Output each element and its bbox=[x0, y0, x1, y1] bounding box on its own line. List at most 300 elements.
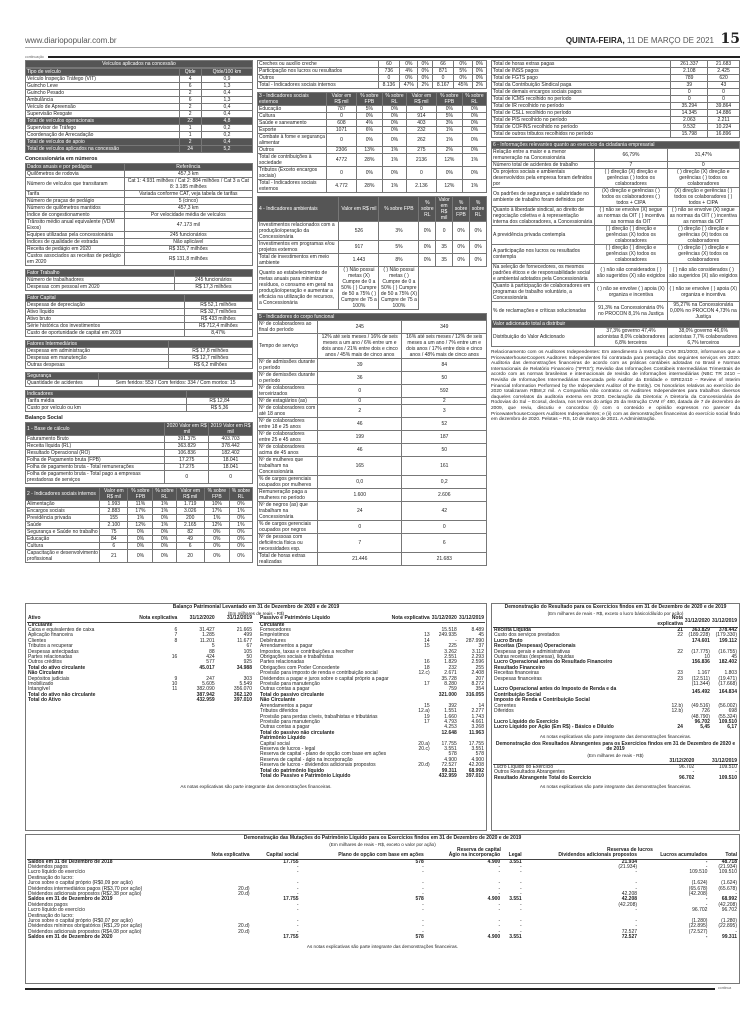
table-cell: 2 bbox=[402, 398, 487, 405]
table-cell: Folha de Pagamento bruta (FPB) bbox=[26, 457, 165, 464]
table-cell: Total de veículos aplicados na concessão bbox=[26, 146, 180, 153]
table-cell: Nº de colaboradores entre 18 e 25 anos bbox=[258, 418, 318, 431]
table-cell: Despesas em administração bbox=[26, 348, 169, 355]
table-cell: 20.d) bbox=[238, 891, 250, 898]
table-cell: 18 bbox=[424, 664, 430, 671]
table-cell: 0,2 bbox=[402, 476, 487, 489]
table-cell: 22 bbox=[677, 632, 683, 639]
table-cell: 4.793 bbox=[444, 718, 457, 725]
table-cell: Quilômetros de rodovia bbox=[26, 171, 125, 178]
table-cell: 0% bbox=[400, 61, 418, 68]
table-cell: - bbox=[735, 769, 737, 776]
table-cell: 11.201 bbox=[199, 637, 215, 644]
table-cell: 255 bbox=[475, 664, 484, 671]
table-row bbox=[492, 82, 740, 89]
table-cell: Variada conforme CAT, veja tabela de tarifas bbox=[124, 191, 252, 198]
data-table bbox=[25, 340, 253, 369]
table-cell: 0,4 bbox=[201, 104, 252, 111]
table-cell: Total do Ativo bbox=[28, 697, 61, 704]
table-row bbox=[26, 198, 253, 205]
table-cell: Lucro Bruto bbox=[494, 637, 523, 644]
table-cell: Lucro líquido do exercício bbox=[28, 907, 85, 914]
table-cell: 145.492 bbox=[691, 689, 710, 696]
table-cell: 39 bbox=[671, 82, 708, 89]
table-cell: 1% bbox=[462, 154, 486, 167]
table-row bbox=[27, 698, 253, 703]
table-cell: 0% bbox=[470, 222, 487, 241]
table-cell: 2136 bbox=[407, 154, 437, 167]
table-cell: 31/12/2020 bbox=[653, 759, 696, 765]
table-cell: 0% bbox=[462, 167, 486, 180]
table-row bbox=[258, 534, 487, 553]
continuation-label: continuação bbox=[25, 55, 44, 59]
table-cell: 174.601 bbox=[691, 637, 710, 644]
table-cell: 0,2 bbox=[201, 125, 252, 132]
table-cell: Tipo de veículo bbox=[26, 69, 180, 76]
table-cell: Nº de colaboradores terceirizados bbox=[258, 385, 318, 398]
table-cell: Capital social bbox=[251, 853, 300, 859]
table-cell: ( ) não são considerados ( ) são sugeridos (X) são exigidos bbox=[595, 264, 667, 283]
table-row bbox=[27, 935, 738, 940]
table-cell: 9 bbox=[174, 675, 178, 682]
table-cell: 403.703 bbox=[209, 436, 253, 443]
table-cell: 12% bbox=[204, 522, 229, 529]
table-cell: 917 bbox=[339, 241, 379, 254]
table-cell: Indicadores bbox=[26, 391, 187, 398]
table-cell: - bbox=[296, 864, 299, 870]
table-cell: 5% bbox=[436, 113, 462, 120]
table-header-row bbox=[26, 341, 253, 348]
table-cell: 6% bbox=[356, 127, 382, 134]
table-cell: 0 bbox=[317, 521, 402, 534]
table-cell: ( ) direção (X) direção e gerências ( ) todos os colaboradores bbox=[595, 169, 667, 188]
table-cell: 925 bbox=[243, 659, 252, 666]
table-cell: 16.896 bbox=[708, 131, 740, 138]
table-cell: 0 bbox=[327, 134, 357, 147]
table-cell: 577 bbox=[206, 659, 215, 666]
table-header-row bbox=[258, 93, 487, 106]
table-cell: % sobre FPB bbox=[356, 93, 382, 106]
table-cell: Arrendamentos a pagar bbox=[260, 702, 313, 709]
table-cell: Valor em R$ mil bbox=[100, 488, 128, 501]
table-cell: 47.173 mil bbox=[124, 219, 252, 232]
table-cell: - bbox=[520, 864, 522, 870]
table-cell: R$ 12,84 bbox=[187, 398, 253, 405]
table-cell: Saúde bbox=[26, 522, 100, 529]
table-cell: 7 bbox=[174, 632, 178, 639]
table-cell: - bbox=[296, 918, 299, 925]
table-cell: ( ) direção ( ) direção e gerências (X) todos os colaboradores bbox=[667, 226, 739, 245]
dmpl-subtitle: (Em milhares de reais - R$, exceto o valor por ação) bbox=[329, 841, 436, 847]
table-row bbox=[258, 120, 487, 127]
table-cell: R$ 315,7 milhões bbox=[124, 246, 252, 253]
table-row bbox=[258, 405, 487, 418]
table-cell: 578 bbox=[415, 934, 424, 941]
table-row bbox=[492, 61, 740, 68]
table-cell: 3% bbox=[379, 222, 419, 241]
table-cell: Imposto de Renda e Contribuição Social bbox=[494, 697, 590, 704]
table-cell: Total - Indicadores sociais internos bbox=[258, 82, 379, 89]
table-cell: 95,27% na Concessionária 0,00% no PROCON 4,73% na Justiça bbox=[667, 302, 739, 321]
table-cell: 15.518 bbox=[441, 627, 457, 633]
table-cell: Ativo bruto bbox=[26, 316, 185, 323]
table-cell: 6 bbox=[179, 97, 201, 104]
table-cell: Cultura bbox=[258, 113, 327, 120]
site-url: www.diariopopular.com.br bbox=[25, 36, 117, 45]
dra-note: As notas explicativas são parte integrante das demonstrações financeiras. bbox=[539, 784, 692, 790]
table-cell: % sobre FPB bbox=[379, 197, 419, 222]
table-cell: Custo dos serviços prestados bbox=[494, 632, 560, 639]
table-cell: 37,3% governo 47,4% acionistas 8,0% colaboradores 6,8% terceiros bbox=[595, 328, 667, 347]
table-cell: - bbox=[296, 923, 299, 930]
table-cell: 4.900 bbox=[444, 756, 457, 763]
table-cell: - bbox=[705, 901, 708, 908]
bottom-rule bbox=[25, 988, 715, 990]
table-row bbox=[492, 110, 740, 117]
table-cell: 0% bbox=[153, 550, 176, 563]
table-cell: 17.755 bbox=[283, 934, 299, 941]
table-row bbox=[258, 241, 487, 254]
table-row bbox=[492, 226, 740, 245]
table-cell: Tarifa bbox=[26, 191, 125, 198]
table-cell: R$ 6,2 milhões bbox=[168, 362, 252, 369]
table-cell: Valor em R$ mil bbox=[176, 488, 204, 501]
table-cell: Dividendos adicionais propostos bbox=[523, 853, 638, 859]
table-cell: Total - Indicadores sociais externos bbox=[258, 180, 327, 193]
data-table bbox=[27, 853, 738, 941]
table-cell: Outras contas a pagar bbox=[260, 686, 310, 693]
table-cell: Despesas de depreciação bbox=[26, 302, 185, 309]
table-cell: Provisão para imposto de renda e contribuição social bbox=[260, 670, 378, 677]
table-cell: Valor em R$ mil bbox=[407, 93, 437, 106]
table-cell: 356.070 bbox=[233, 686, 252, 693]
table-cell: 1.719 bbox=[176, 501, 204, 508]
table-cell: Aplicação financeira bbox=[28, 632, 73, 639]
table-cell: 72.527 bbox=[441, 762, 457, 769]
table-cell: Nº de mulheres que trabalham na Concessionária bbox=[258, 457, 318, 476]
table-cell: - bbox=[422, 869, 424, 876]
table-cell: - bbox=[635, 918, 638, 925]
continues-label: continua bbox=[718, 986, 732, 990]
table-cell: 0,4 bbox=[201, 90, 252, 97]
table-row bbox=[258, 82, 487, 89]
table-header-row bbox=[26, 146, 253, 153]
table-cell: Saldos em 31 de Dezembro de 2018 bbox=[28, 858, 113, 865]
table-cell: (16.755) bbox=[718, 648, 737, 655]
table-cell: 620 bbox=[708, 75, 740, 82]
table-cell: (21.934) bbox=[618, 864, 638, 870]
date-text: 11 DE MARÇO DE 2021 bbox=[624, 36, 714, 45]
table-cell: Veículo Inspeção Tráfego (VIT) bbox=[26, 76, 180, 83]
table-cell: 232 bbox=[407, 127, 437, 134]
table-cell: 247 bbox=[206, 675, 215, 682]
table-cell: - bbox=[455, 637, 457, 644]
table-cell: Quantidade de acidentes bbox=[26, 380, 99, 387]
table-cell: 12.b) bbox=[671, 702, 683, 709]
table-cell: - bbox=[296, 885, 299, 892]
table-cell: % sobre FPB bbox=[436, 93, 462, 106]
table-cell: Esporte bbox=[258, 127, 327, 134]
table-cell: (179.330) bbox=[715, 632, 737, 639]
table-cell: 21.934 bbox=[621, 858, 638, 865]
table-cell: Total do ativo não circulante bbox=[28, 691, 96, 698]
table-cell: - bbox=[520, 880, 522, 887]
table-cell: 2.165 bbox=[176, 522, 204, 529]
table-cell: Obrigações com Poder Concedente bbox=[260, 664, 340, 671]
table-cell: 3 - Indicadores sociais externos bbox=[258, 93, 327, 106]
table-cell: 2% bbox=[472, 82, 486, 89]
table-cell: 0% bbox=[204, 543, 229, 550]
table-row bbox=[26, 450, 253, 457]
table-cell bbox=[168, 341, 252, 348]
table-cell: 4,8 bbox=[201, 118, 252, 125]
table-cell: Plano de opção com base em ações bbox=[300, 853, 425, 859]
table-cell: 1% bbox=[382, 154, 406, 167]
table-header-row bbox=[258, 197, 487, 222]
table-cell: A previdência privada contempla bbox=[492, 226, 595, 245]
table-cell: Total de FGTS pago bbox=[492, 75, 671, 82]
table-cell: 72.527 bbox=[621, 934, 638, 941]
table-cell: 0 bbox=[317, 385, 402, 398]
table-cell: Número de quilômetros mantidos bbox=[26, 205, 125, 212]
table-cell: 262 bbox=[407, 134, 437, 147]
table-row bbox=[26, 355, 253, 362]
table-cell: Saldos em 31 de Dezembro de 2019 bbox=[28, 896, 113, 903]
table-cell: 432.959 bbox=[438, 772, 457, 779]
table-cell: 2.671 bbox=[444, 670, 457, 677]
table-cell: 17.755 bbox=[468, 740, 484, 747]
table-row bbox=[26, 232, 253, 239]
table-cell: Despesas em manutenção bbox=[26, 355, 169, 362]
table-cell: 4.253 bbox=[444, 724, 457, 731]
table-row bbox=[26, 316, 253, 323]
table-row bbox=[26, 97, 253, 104]
table-row bbox=[26, 323, 253, 330]
table-cell: Alimentação bbox=[26, 501, 100, 508]
dre-title: Demonstração do Resultado para os Exercícios findos em 31 de Dezembro de 2020 e de 2019 bbox=[504, 604, 727, 610]
table-cell: 0% bbox=[382, 113, 406, 120]
table-row bbox=[26, 191, 253, 198]
table-cell: 21 bbox=[677, 627, 683, 633]
table-cell: Referência bbox=[124, 164, 252, 171]
table-cell: - bbox=[498, 901, 501, 908]
table-header-row bbox=[26, 118, 253, 125]
table-cell: 39 bbox=[317, 359, 402, 372]
table-cell: 155 bbox=[100, 515, 128, 522]
table-cell: 20.a) bbox=[418, 740, 430, 747]
table-cell: (189.228) bbox=[688, 632, 710, 639]
table-cell: Número de trabalhadores bbox=[26, 277, 175, 284]
table-cell: Participação nos lucros ou resultados bbox=[258, 68, 379, 75]
table-header-row bbox=[26, 373, 253, 380]
table-row bbox=[26, 536, 253, 543]
table-cell: 105 bbox=[243, 648, 252, 655]
table-cell: 182.402 bbox=[209, 450, 253, 457]
table-cell: 17% bbox=[128, 508, 153, 515]
table-cell: Número total de acidentes de trabalho bbox=[492, 162, 595, 169]
table-cell: - bbox=[520, 907, 522, 914]
table-cell: 0% bbox=[462, 127, 486, 134]
table-row bbox=[492, 68, 740, 75]
table-cell: 4.772 bbox=[327, 180, 357, 193]
table-cell: 37 bbox=[478, 643, 484, 650]
table-row bbox=[26, 508, 253, 515]
table-cell: 0% bbox=[229, 529, 252, 536]
table-row bbox=[492, 264, 740, 283]
table-cell: 0% bbox=[462, 113, 486, 120]
table-cell: 245 bbox=[317, 321, 402, 334]
table-cell: 0 bbox=[432, 75, 454, 82]
table-row bbox=[26, 212, 253, 219]
table-row bbox=[492, 207, 740, 226]
table-cell: - bbox=[520, 891, 522, 898]
table-cell: ( ) direção (X) direção e gerências ( ) todos os colaboradores bbox=[667, 169, 739, 188]
table-row bbox=[492, 162, 740, 169]
table-row bbox=[258, 502, 487, 521]
table-cell: 0% bbox=[229, 536, 252, 543]
table-cell: 75 bbox=[100, 529, 128, 536]
table-cell: 17.755 bbox=[283, 896, 299, 903]
table-row bbox=[259, 774, 485, 779]
table-cell: 35.294 bbox=[671, 103, 708, 110]
table-row bbox=[493, 725, 738, 730]
table-cell: 109.510 bbox=[718, 763, 737, 770]
table-cell: 1% bbox=[436, 134, 462, 147]
table-cell: 0% bbox=[128, 550, 153, 563]
table-cell: 0% bbox=[382, 106, 406, 113]
data-table bbox=[25, 390, 253, 412]
table-cell: 397.010 bbox=[233, 697, 252, 704]
table-cell: 2.136 bbox=[407, 180, 437, 193]
table-cell: Legal bbox=[501, 853, 523, 859]
table-cell: 349 bbox=[402, 321, 487, 334]
table-cell: 11% bbox=[128, 501, 153, 508]
table-cell: Guincho Pesado bbox=[26, 90, 180, 97]
table-cell: 0% bbox=[419, 241, 436, 254]
table-cell: Não Circulante bbox=[260, 697, 296, 704]
table-row bbox=[492, 188, 740, 207]
table-cell: 16 bbox=[424, 659, 430, 666]
table-cell: 199 bbox=[317, 431, 402, 444]
table-cell: Receita de pedágio em 2020 bbox=[26, 246, 125, 253]
table-cell: ( ) Não possui metas (X) Cumpre de 0 a 50% ( ) Cumpre de 50 a 75% ( ) Cumpre de 75 a 100% bbox=[339, 267, 379, 310]
table-row bbox=[26, 348, 253, 355]
table-cell: 0,4 bbox=[201, 111, 252, 118]
data-table bbox=[257, 196, 487, 310]
table-cell: 0% bbox=[356, 113, 382, 120]
table-cell: Imobilizado bbox=[28, 681, 54, 688]
table-row bbox=[258, 457, 487, 476]
column-1 bbox=[25, 60, 253, 566]
table-cell: 22 bbox=[677, 648, 683, 655]
table-cell: Destinação do lucro: bbox=[28, 874, 74, 881]
table-cell: 0% bbox=[229, 515, 252, 522]
table-cell: Nota explicativa bbox=[646, 616, 684, 627]
table-cell: 225 bbox=[448, 643, 457, 650]
table-cell: Dividendos mínimos obrigatórios (R$1,29 por ação) bbox=[28, 923, 143, 930]
table-cell: 0 bbox=[402, 521, 487, 534]
table-row bbox=[258, 134, 487, 147]
table-cell: Dividendos adicionais propostos (R$4,08 por ação) bbox=[28, 928, 142, 935]
table-cell: Outras despesas bbox=[26, 362, 169, 369]
table-cell: 0% bbox=[229, 543, 252, 550]
table-header-row bbox=[492, 142, 740, 149]
table-cell: Reserva de lucros - dividendos adicionais propostos bbox=[260, 762, 376, 769]
table-cell: % sobre RL bbox=[153, 488, 176, 501]
table-row bbox=[258, 359, 487, 372]
table-cell: 1% bbox=[462, 180, 486, 193]
table-cell: 0 bbox=[209, 471, 253, 484]
section-title: Balanço Social bbox=[25, 415, 63, 421]
table-row bbox=[26, 277, 253, 284]
table-cell: 99.311 bbox=[441, 767, 457, 774]
table-cell: 397.010 bbox=[465, 772, 484, 779]
table-cell: Nº de colaboradores com até 18 anos bbox=[258, 405, 318, 418]
table-cell: Obrigações sociais e trabalhistas bbox=[260, 654, 334, 661]
table-cell: 17.755 bbox=[283, 858, 299, 865]
dre-subtitle: (Em milhares de reais - R$, exceto o lucro básico/diluído por ação) bbox=[547, 610, 684, 616]
table-cell: Reserva de capital - plano de opção com base em ações bbox=[260, 751, 387, 758]
table-cell: 2.211 bbox=[708, 117, 740, 124]
table-row bbox=[258, 113, 487, 120]
table-cell: Investimentos relacionados com a produção/operação da Concessionária bbox=[258, 222, 339, 241]
table-cell: 2.883 bbox=[100, 508, 128, 515]
table-cell: 1% bbox=[436, 127, 462, 134]
table-cell: 0% bbox=[436, 167, 462, 180]
table-cell: 35.728 bbox=[441, 675, 457, 682]
table-cell: 0% bbox=[470, 254, 487, 267]
table-cell: Supervisor de Tráfego bbox=[26, 125, 180, 132]
table-cell: 23 bbox=[677, 670, 683, 677]
table-cell: Resultado Financeiro bbox=[494, 664, 545, 671]
table-cell: 21.683 bbox=[708, 61, 740, 68]
table-header-row bbox=[26, 295, 253, 302]
table-cell: 1.600 bbox=[317, 489, 402, 502]
weekday: QUINTA-FEIRA, bbox=[565, 36, 625, 45]
table-cell: Nº de negros (as) que trabalham na Concessionária bbox=[258, 502, 318, 521]
table-cell: 1.551 bbox=[444, 708, 457, 715]
table-cell: 14.886 bbox=[708, 110, 740, 117]
table-cell: 67 bbox=[246, 643, 252, 650]
table-cell bbox=[646, 687, 684, 698]
table-cell: Qtde bbox=[179, 69, 201, 76]
table-cell: 0% bbox=[470, 241, 487, 254]
table-cell: 161 bbox=[402, 457, 487, 476]
table-cell: Debêntures bbox=[260, 637, 286, 644]
table-cell: 403 bbox=[407, 120, 437, 127]
table-cell: 432.959 bbox=[196, 697, 215, 704]
table-cell: Fator Capital bbox=[26, 295, 185, 302]
table-cell: Cat 1: 4.931 milhões / Cat 2: 884 milhões / Cat 3 a Cat 8: 3.185 milhões bbox=[124, 178, 252, 191]
table-cell: 0% bbox=[128, 529, 153, 536]
table-cell: 1% bbox=[153, 508, 176, 515]
table-row bbox=[492, 328, 740, 347]
table-cell: 245 funcionários bbox=[124, 232, 252, 239]
table-cell: 42.208 bbox=[468, 762, 484, 769]
table-cell: % sobre FPB bbox=[128, 488, 153, 501]
table-cell: 4.900 bbox=[487, 934, 501, 941]
table-cell: 0 bbox=[671, 89, 708, 96]
table-cell: Lucro Líquido do Exercício bbox=[494, 718, 559, 725]
table-cell: 0% bbox=[356, 134, 382, 147]
table-cell: 378.442 bbox=[718, 627, 737, 633]
table-cell: Intangível bbox=[28, 686, 50, 693]
table-cell: 31.427 bbox=[199, 627, 215, 633]
table-cell: 36 bbox=[317, 372, 402, 385]
table-cell: - bbox=[296, 901, 299, 908]
table-cell: % de reclamações e críticas solucionadas bbox=[492, 302, 595, 321]
table-cell: Investimentos em programas e/ou projetos externos bbox=[258, 241, 339, 254]
